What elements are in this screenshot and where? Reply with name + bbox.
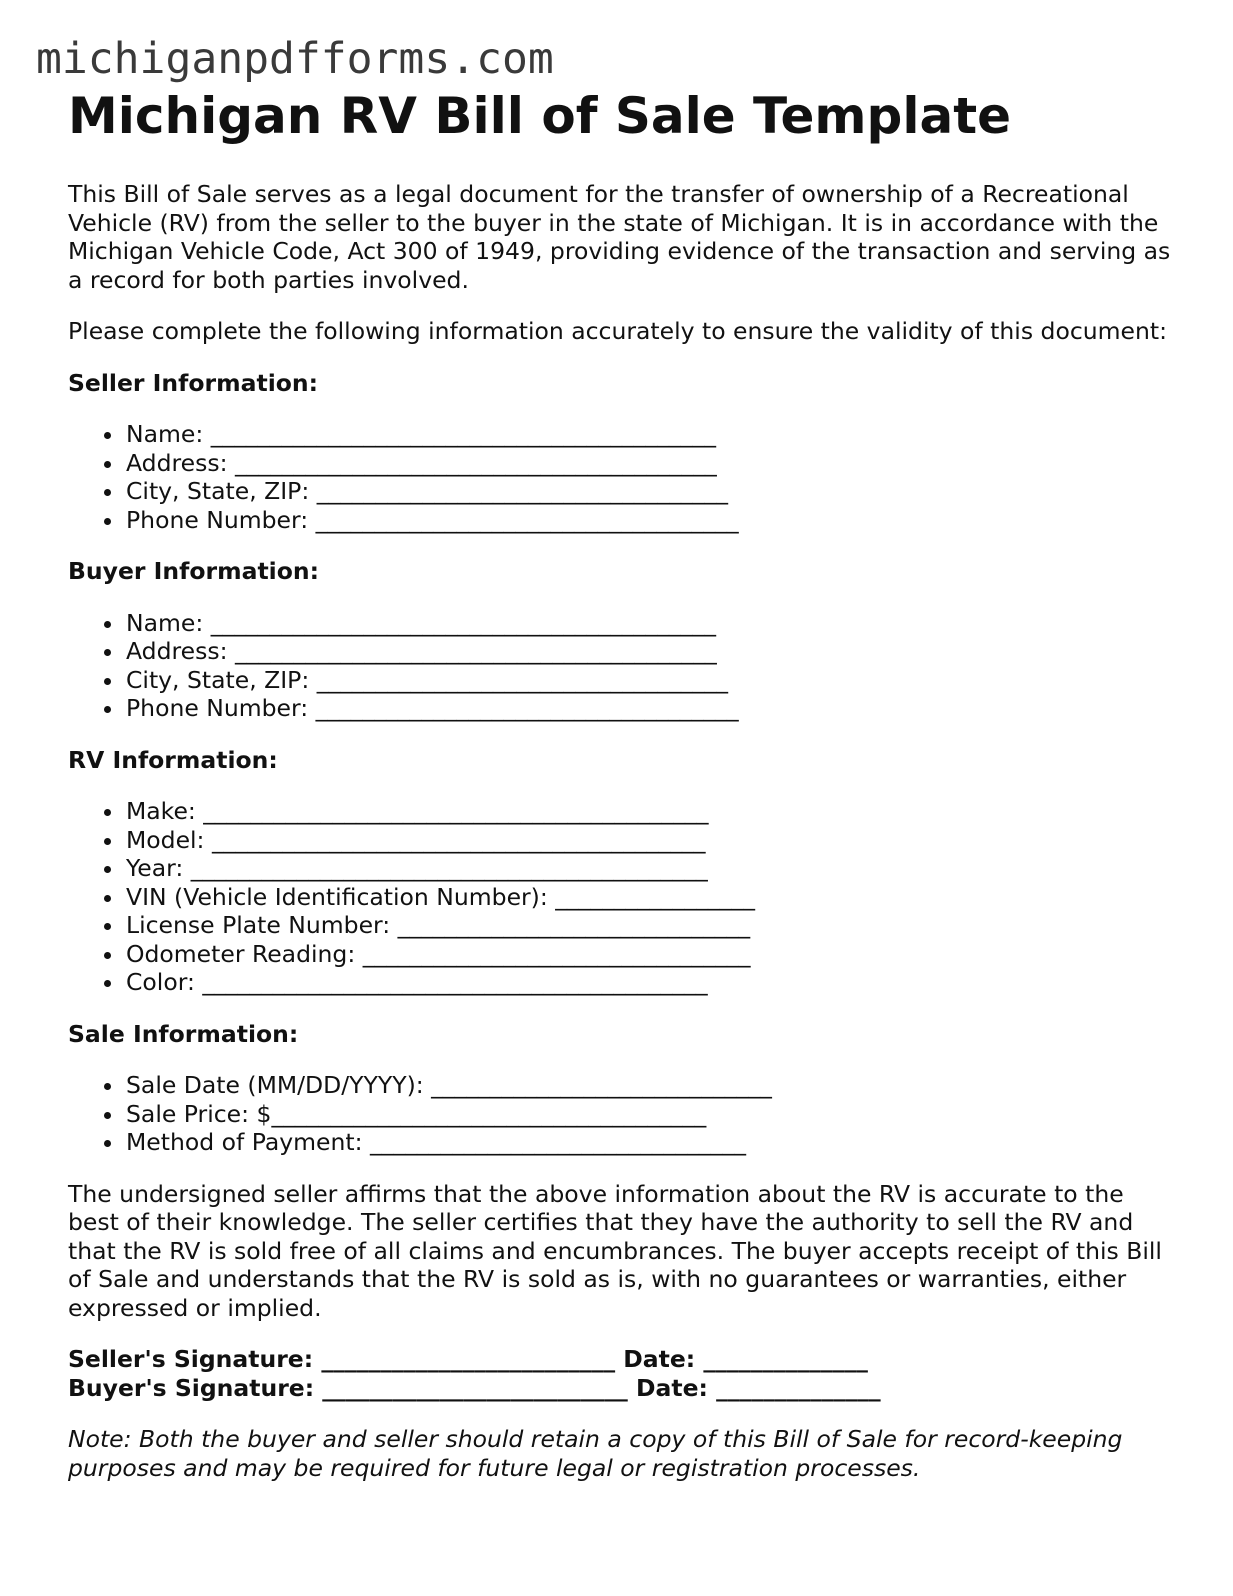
buyer-phone-field[interactable]: Phone Number: ____________________________________ [126, 694, 1178, 723]
seller-address-field[interactable]: Address: _________________________________________ [126, 449, 1178, 478]
buyer-section-heading: Buyer Information: [68, 557, 320, 585]
rv-license-plate-field[interactable]: License Plate Number: ______________________________ [126, 911, 1178, 940]
intro-paragraph: This Bill of Sale serves as a legal document for the transfer of ownership of a Recreational Vehicle (RV) from the seller to the buyer in the state of Michigan. It is in accordance with the Michigan Vehicle Code, Act 300 of 1949, providing evidence of the transaction and serving as a record for both parties involved. [68, 180, 1171, 294]
sale-fields-list [68, 1071, 1178, 1157]
rv-fields-list [68, 797, 1178, 997]
rv-year-field[interactable]: Year: ____________________________________________ [126, 854, 1178, 883]
payment-method-field[interactable]: Method of Payment: ________________________________ [126, 1128, 1178, 1157]
rv-color-field[interactable]: Color: ___________________________________________ [126, 968, 1178, 997]
sale-date-field[interactable]: Sale Date (MM/DD/YYYY): _____________________________ [126, 1071, 1178, 1100]
sale-price-field[interactable]: Sale Price: $_____________________________________ [126, 1100, 1178, 1129]
rv-odometer-field[interactable]: Odometer Reading: _________________________________ [126, 940, 1178, 969]
watermark-site-name: michiganpdfforms.com [36, 34, 554, 84]
rv-section-heading: RV Information: [68, 745, 278, 774]
seller-signature-line[interactable]: Seller's Signature: _________________________ Date: ______________ [68, 1345, 868, 1373]
seller-fields-list [68, 420, 1178, 534]
buyer-city-state-zip-field[interactable]: City, State, ZIP: ___________________________________ [126, 666, 1178, 695]
seller-phone-field[interactable]: Phone Number: ____________________________________ [126, 506, 1178, 535]
instruction-paragraph: Please complete the following information accurately to ensure the validity of this document: [68, 317, 1168, 345]
buyer-signature-line[interactable]: Buyer's Signature: __________________________ Date: ______________ [68, 1373, 881, 1402]
buyer-address-field[interactable]: Address: _________________________________________ [126, 637, 1178, 666]
affirmation-paragraph: The undersigned seller affirms that the above information about the RV is accurate to the best of their knowledge. The seller certifies that they have the authority to sell the RV and that the RV is sold free of all claims and encumbrances. The buyer accepts receipt of this Bill of Sale and understands that the RV is sold as is, with no guarantees or warranties, either expressed or implied. [68, 1179, 1162, 1322]
buyer-name-field[interactable]: Name: ___________________________________________ [126, 609, 1178, 638]
document-body [68, 86, 1178, 1482]
buyer-fields-list [68, 609, 1178, 723]
rv-vin-field[interactable]: VIN (Vehicle Identification Number): _________________ [126, 883, 1178, 912]
retention-note: Note: Both the buyer and seller should retain a copy of this Bill of Sale for record-keeping purposes and may be required for future legal or registration processes. [68, 1425, 1123, 1482]
page-title: Michigan RV Bill of Sale Template [68, 87, 1012, 145]
seller-city-state-zip-field[interactable]: City, State, ZIP: ___________________________________ [126, 477, 1178, 506]
rv-model-field[interactable]: Model: __________________________________________ [126, 826, 1178, 855]
seller-section-heading: Seller Information: [68, 368, 319, 397]
rv-make-field[interactable]: Make: ___________________________________________ [126, 797, 1178, 826]
sale-section-heading: Sale Information: [68, 1019, 299, 1048]
signature-block [68, 1345, 1178, 1402]
seller-name-field[interactable]: Name: ___________________________________________ [126, 420, 1178, 449]
